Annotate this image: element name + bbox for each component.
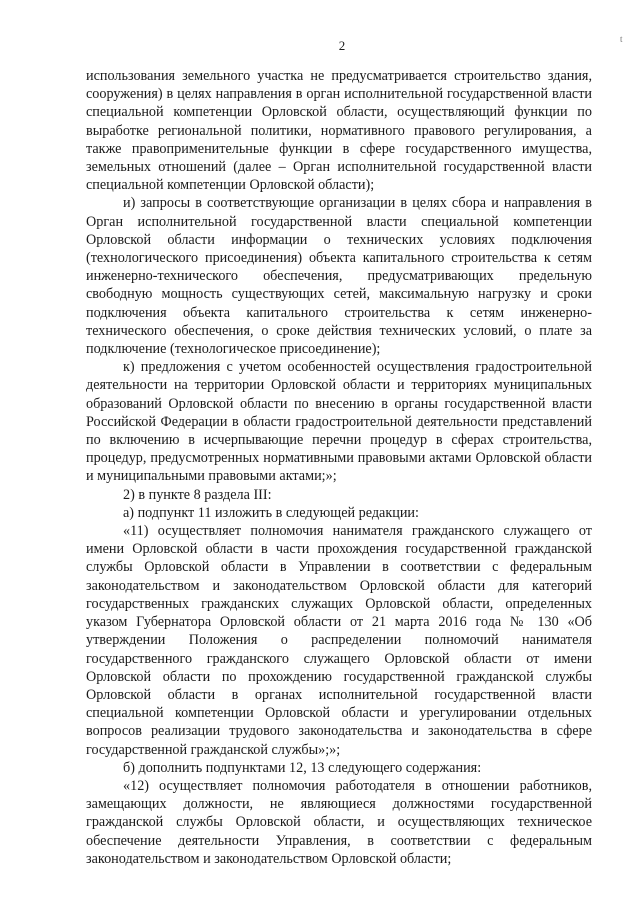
paragraph-continuation: использования земельного участка не предусматривается строительство здания, сооружения) в целях направления в орган исполнительной государственной власти специальной компетенции Орловской области, осуществляющий функции по выработке региональной политики, нормативного правового регулирования, а также правоприменительные функции в сфере государственного имущества, земельных отношений (далее – Орган исполнительной государственной власти специальной компетенции Орловской области); (86, 68, 592, 194)
paragraph-item-k: к) предложения с учетом особенностей осуществления градостроительной деятельности на территории Орловской области и территориях муниципальных образований Орловской области по внесению в органы государственной власти Российской Федерации в области градостроительной деятельности представлений по включению в исчерпывающие перечни процедур в сферах строительства, процедур, предусмотренных нормативными правовыми актами Орловской области и муниципальными правовыми актами;»; (86, 359, 592, 485)
corner-mark: t (620, 34, 623, 44)
paragraph-item-i: и) запросы в соответствующие организации в целях сбора и направления в Орган исполнительной государственной власти специальной компетенции Орловской области информации о технических условиях подключения (технологического присоединения) объекта капитального строительства к сетям инженерно-технического обеспечения, предусматривающих предельную свободную мощность существующих сетей, максимальную нагрузку и сроки подключения объекта капитального строительства к сетям инженерно-технического обеспечения, о сроке действия технических условий, о плате за подключение (технологическое присоединение); (86, 195, 592, 358)
page-number: 2 (338, 38, 346, 53)
paragraph-subpoint-b: б) дополнить подпунктами 12, 13 следующего содержания: (123, 759, 482, 776)
paragraph-subpoint-a: а) подпункт 11 изложить в следующей редакции: (123, 504, 419, 521)
paragraph-subpoint-11: «11) осуществляет полномочия нанимателя гражданского служащего от имени Орловской области в части прохождения государственной гражданской службы Орловской области в Управлении в соответствии с федеральным законодательством и законодательством Орловской области для категорий государственных гражданских служащих Орловской области, определенных указом Губернатора Орловской области от 21 марта 2016 года № 130 «Об утверждении Положения о распределении полномочий нанимателя государственного гражданского служащего Орловской области от имени Орловской области по прохождению государственной гражданской службы Орловской области в органах исполнительной государственной власти специальной компетенции Орловской области и урегулировании отдельных вопросов реализации трудового законодательства и законодательства в сфере государственной гражданской службы»;»; (86, 523, 592, 758)
document-body (86, 67, 592, 868)
paragraph-point-2: 2) в пункте 8 раздела III: (123, 486, 272, 503)
paragraph-subpoint-12: «12) осуществляет полномочия работодателя в отношении работников, замещающих должности, не являющиеся должностями государственной гражданской службы Орловской области, и осуществляющих техническое обеспечение деятельности Управления, в соответствии с федеральным законодательством и законодательством Орловской области; (86, 777, 592, 867)
